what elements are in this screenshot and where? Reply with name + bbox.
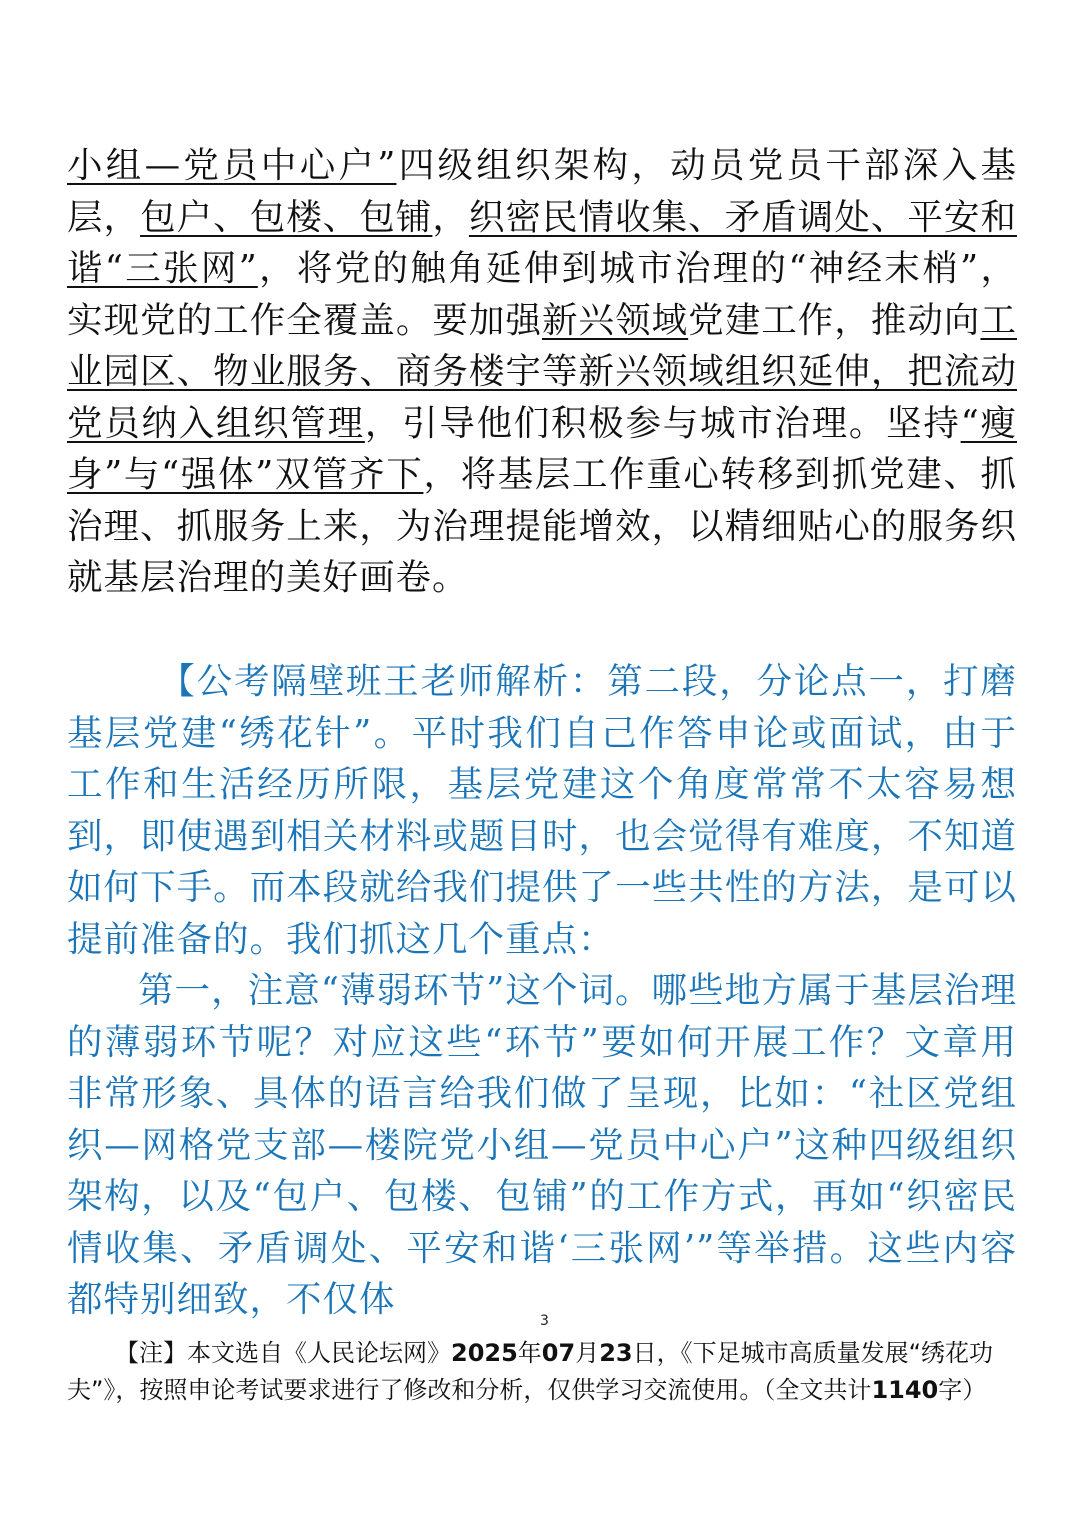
text-run: 党建工作，推动向 (688, 299, 981, 341)
article-paragraph (67, 140, 1017, 604)
footnote-text: 【注】本文选自《人民论坛网》 (115, 1339, 451, 1367)
text-run: ，引导他们积极参与城市治理。坚持 (364, 402, 961, 444)
text-run: ， (432, 196, 469, 238)
analysis-paragraph-1: 【公考隔壁班王老师解析：第二段，分论点一，打磨基层党建“绣花针”。平时我们自己作答申论或面试，由于工作和生活经历所限，基层党建这个角度常常不太容易想到，即使遇到相关材料或题目时，也会觉得有难度，不知道如何下手。而本段就给我们提供了一些共性的方法，是可以提前准备的。我们抓这几个重点： (67, 661, 1017, 960)
underlined-phrase: 新兴领域 (542, 299, 689, 341)
footnote-day: 23 (599, 1339, 633, 1367)
text-run: 四级组织架构，动员党员干部深入基层， (67, 145, 1017, 238)
text-run: ，将党的触角延伸到城市治理的“神经末梢”，实现党的工作全覆盖。要加强 (67, 248, 1017, 341)
footnote-text: 月 (575, 1339, 600, 1367)
footnote (67, 1335, 1022, 1409)
page-number: 3 (540, 1313, 549, 1329)
underlined-phrase: 工业园区、物业服务、商务楼宇等新兴领域组织延伸，把流动党员纳入组织管理 (67, 299, 1017, 444)
footnote-text: 年 (517, 1339, 542, 1367)
underlined-phrase: 织密民情收集、矛盾调处、平安和谐“三张网” (67, 196, 1017, 289)
teacher-analysis (67, 656, 1017, 1326)
underlined-phrase: “瘦身”与“强体”双管齐下 (67, 402, 1017, 495)
footnote-text: 字） (938, 1376, 987, 1404)
footnote-text: 日，《下足城市高质量发展“绣花功夫”》，按照申论考试要求进行了修改和分析，仅供学习交流使用。（全文共计 (67, 1339, 994, 1404)
analysis-paragraph-2: 第一，注意“薄弱环节”这个词。哪些地方属于基层治理的薄弱环节呢？对应这些“环节”要如何开展工作？文章用非常形象、具体的语言给我们做了呈现，比如：“社区党组织—网格党支部—楼院党小组—党员中心户”这种四级组织架构，以及“包户、包楼、包铺”的工作方式，再如“织密民情收集、矛盾调处、平安和谐‘三张网’”等举措。这些内容都特别细致，不仅体 (67, 970, 1017, 1320)
footnote-year: 2025 (451, 1339, 518, 1367)
footnote-month: 07 (541, 1339, 576, 1367)
footnote-word-count: 1140 (871, 1376, 939, 1404)
underlined-phrase: 包户、包楼、包铺 (140, 196, 433, 238)
text-run: ，将基层工作重心转移到抓党建、抓治理、抓服务上来，为治理提能增效，以精细贴心的服务织就基层治理的美好画卷。 (67, 454, 1017, 598)
underlined-phrase: 小组—党员中心户” (67, 145, 397, 186)
